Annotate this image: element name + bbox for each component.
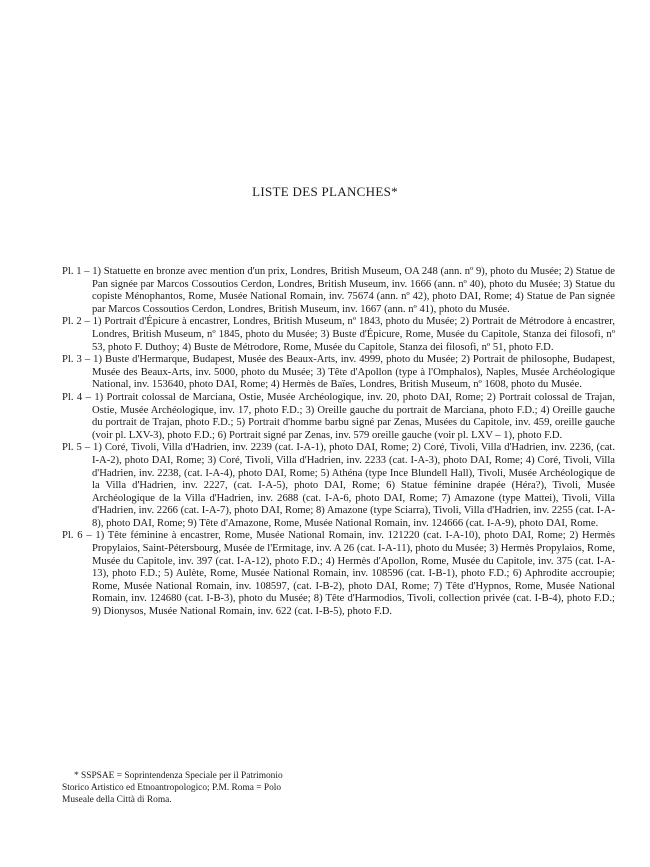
plate-entry xyxy=(62,266,615,316)
plate-text: 1) Portrait d'Épicure à encastrer, Londres, British Museum, nº 1843, photo du Musée; 2) Portrait de Métrodore à encastrer, Londres, British Museum, nº 1845, photo du Musée; 3) Buste d'Épicure, Rome, Musée du Capitole, Stanza dei filosofi, nº 53, photo F. Duthoy; 4) Buste de Métrodore, Rome, Musée du Capitole, Stanza dei filosofi, nº 51, photo F.D. xyxy=(92,316,616,353)
plate-label: Pl. 2 – xyxy=(62,316,93,328)
plate-entry xyxy=(62,316,615,354)
plate-label: Pl. 4 – xyxy=(62,391,95,403)
footnote xyxy=(62,770,312,806)
footnote-line: * SSPSAE = Soprintendenza Speciale per il Patrimonio xyxy=(74,771,283,781)
plate-text: 1) Statuette en bronze avec mention d'un prix, Londres, British Museum, OA 248 (ann. nº 9), photo du Musée; 2) Statue de Pan signée par Marcos Cossoutios Cerdon, Londres, British Museum, inv. 1666 (ann. nº 40), photo du Musée; 3) Statue du copiste Ménophantos, Rome, Musée National Romain, inv. 75674 (ann. nº 42), photo DAI, Rome; 4) Statue de Pan signée par Marcos Cossoutios Cerdon, Londres, British Museum, inv. 1667 (ann. nº 41), photo du Musée. xyxy=(92,266,615,315)
plate-text: 1) Tête féminine à encastrer, Rome, Musée National Romain, inv. 121220 (cat. I-A-10), photo DAI, Rome; 2) Hermès Propylaios, Saint-Pétersbourg, Musée de l'Ermitage, inv. A 26 (cat. I-A-11), photo du Musée; 3) Hermès Propylaios, Rome, Musée du Capitole, inv. 397 (cat. I-A-12), photo F.D.; 4) Hermès d'Apollon, Rome, Musée du Capitole, inv. 375 (cat. I-A-13), photo F.D.; 5) Aulète, Rome, Musée National Romain, inv. 108596 (cat. I-B-1), photo F.D.; 6) Aphrodite accroupie; Rome, Musée National Romain, inv. 108597, (cat. I-B-2), photo DAI, Rome; 7) Tête d'Hypnos, Rome, Musée National Romain, inv. 124680 (cat. I-B-3), photo du Musée; 8) Tête d'Harmodios, Tivoli, collection privée (cat. I-B-4), photo F.D.; 9) Dionysos, Musée National Romain, inv. 622 (cat. I-B-5), photo F.D. xyxy=(92,530,615,618)
plate-label: Pl. 3 – xyxy=(62,354,94,366)
plate-entry xyxy=(62,442,615,530)
plate-text: 1) Buste d'Hermarque, Budapest, Musée des Beaux-Arts, inv. 4999, photo du Musée; 2) Portrait de philosophe, Budapest, Musée des Beaux-Arts, inv. 5000, photo du Musée; 3) Tête d'Apollon (type à l'Omphalos), Naples, Musée Archéologique National, inv. 153640, photo DAI, Rome; 4) Hermès de Baïes, Londres, British Museum, nº 1608, photo du Musée. xyxy=(92,354,615,391)
plate-label: Pl. 5 – xyxy=(62,442,94,454)
plate-entry xyxy=(62,530,615,618)
plate-text: 1) Coré, Tivoli, Villa d'Hadrien, inv. 2239 (cat. I-A-1), photo DAI, Rome; 2) Coré, Tivoli, Villa d'Hadrien, inv. 2236, (cat. I-A-2), photo DAI, Rome; 3) Coré, Tivoli, Villa d'Hadrien, inv. 2233 (cat. I-A-3), photo DAI, Rome; 4) Coré, Tivoli, Villa d'Hadrien, inv. 2238, (cat. I-A-4), photo DAI, Rome; 5) Athéna (type Ince Blundell Hall), Tivoli, Musée Archéologique de la Villa d'Hadrien, inv. 2227, (cat. I-A-5), photo DAI, Rome; 6) Statue féminine drapée (Héra?), Tivoli, Musée Archéologique de la Villa d'Hadrien, inv. 2688 (cat. I-A-6, photo DAI, Rome; 7) Amazone (type Mattei), Tivoli, Villa d'Hadrien, inv. 2266 (cat. I-A-7), photo DAI, Rome; 8) Amazone (type Sciarra), Tivoli, Villa d'Hadrien, inv. 2255 (cat. I-A-8), photo DAI, Rome; 9) Tête d'Amazone, Rome, Musée National Romain, inv. 124666 (cat. I-A-9), photo DAI, Rome. xyxy=(92,442,615,529)
footnote-line: Storico Artistico ed Etnoantropologico; P.M. Roma = Polo Museale della Città di Roma. xyxy=(62,783,282,805)
page-title: LISTE DES PLANCHES* xyxy=(252,184,398,199)
plate-text: 1) Portrait colossal de Marciana, Ostie, Musée Archéologique, inv. 20, photo DAI, Rome; 2) Portrait colossal de Trajan, Ostie, Musée Archéologique, inv. 17, photo F.D.; 3) Oreille gauche du portrait de Marciana, photo F.D.; 4) Oreille gauche du portrait de Trajan, photo F.D.; 5) Portrait d'homme barbu signé par Zenas, Musées du Capitole, inv. 459, oreille gauche (voir pl. LXV-3), photo F.D.; 6) Portrait signé par Zenas, inv. 579 oreille gauche (voir pl. LXV – 1), photo F.D. xyxy=(92,391,615,441)
plate-label: Pl. 1 – xyxy=(62,266,93,277)
plates-list xyxy=(62,266,615,619)
plate-entry xyxy=(62,392,615,442)
plate-label: Pl. 6 – xyxy=(62,530,96,542)
plate-entry xyxy=(62,354,615,392)
